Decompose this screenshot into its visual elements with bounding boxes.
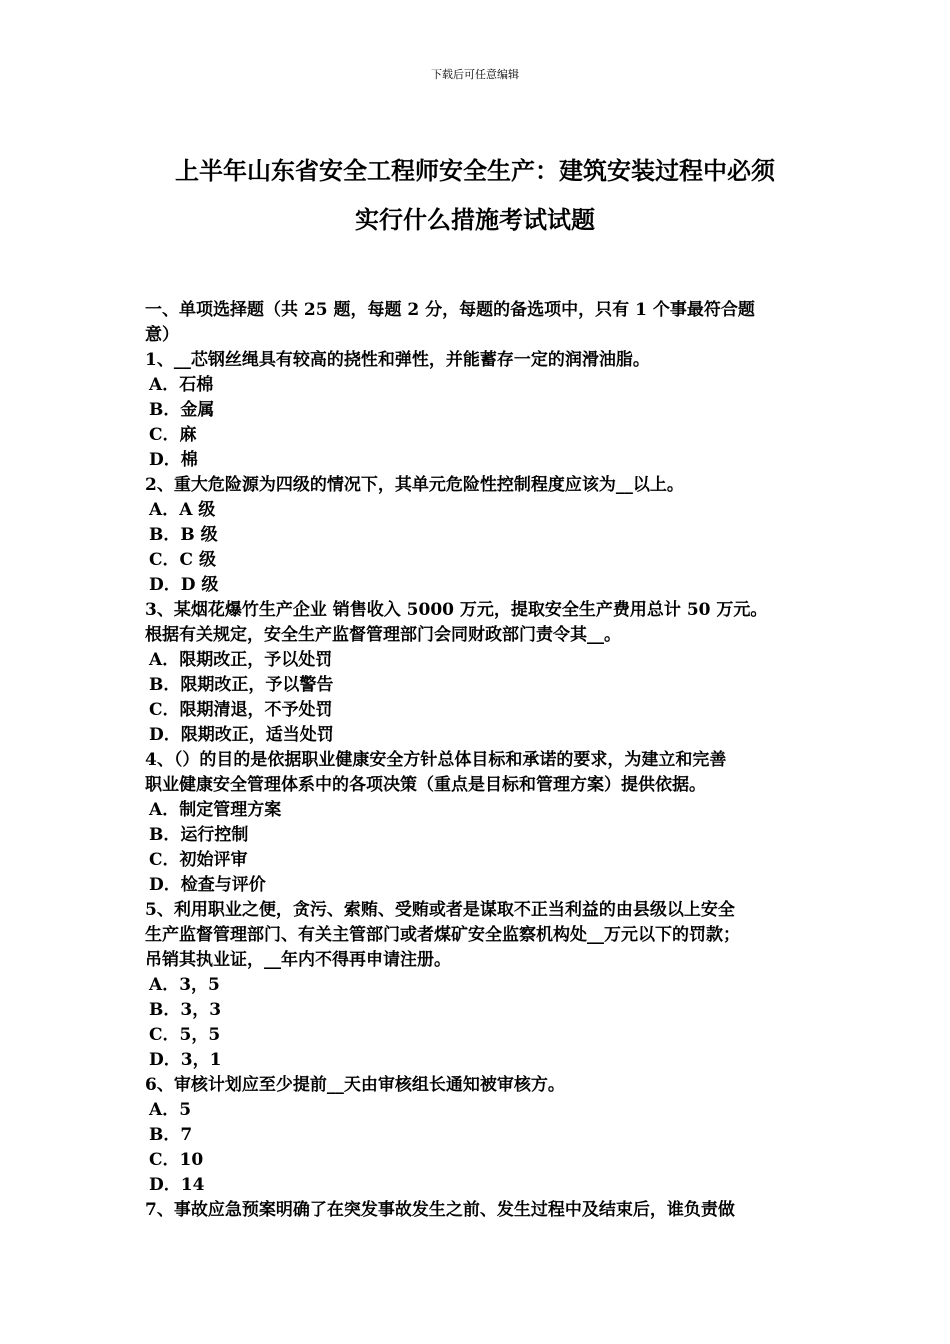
- answer-option: A．3，5: [149, 975, 220, 995]
- answer-option: B．3，3: [149, 1000, 222, 1020]
- answer-option: B．金属: [149, 400, 215, 420]
- answer-option: C．限期清退，不予处罚: [149, 700, 333, 720]
- question-text: 5、利用职业之便，贪污、索贿、受贿或者是谋取不正当利益的由县级以上安全: [145, 900, 735, 920]
- answer-option: C．初始评审: [149, 850, 248, 870]
- question-list: [145, 298, 825, 1223]
- question-text: 职业健康安全管理体系中的各项决策（重点是目标和管理方案）提供依据。: [145, 775, 706, 795]
- question-text: 生产监督管理部门、有关主管部门或者煤矿安全监察机构处__万元以下的罚款；: [145, 925, 740, 945]
- question-text: 4、（）的目的是依据职业健康安全方针总体目标和承诺的要求，为建立和完善: [145, 750, 727, 770]
- answer-option: B．运行控制: [149, 825, 249, 845]
- answer-option: A．A 级: [149, 500, 216, 520]
- document-title-line-2: 实行什么措施考试试题: [355, 205, 595, 234]
- question-text: 1、__芯钢丝绳具有较高的挠性和弹性，并能蓄存一定的润滑油脂。: [145, 350, 650, 370]
- answer-option: D．限期改正，适当处罚: [149, 725, 334, 745]
- answer-option: D．检查与评价: [149, 875, 266, 895]
- answer-option: D．3，1: [149, 1050, 222, 1070]
- question-text: 2、重大危险源为四级的情况下，其单元危险性控制程度应该为__以上。: [145, 475, 684, 495]
- section-heading: 意）: [145, 325, 179, 345]
- answer-option: D．14: [149, 1175, 205, 1195]
- question-text: 根据有关规定，安全生产监督管理部门会同财政部门责令其__。: [145, 625, 621, 645]
- answer-option: C．5，5: [149, 1025, 221, 1045]
- answer-option: D．D 级: [149, 575, 219, 595]
- answer-option: A．石棉: [149, 375, 214, 395]
- answer-option: C．麻: [149, 425, 197, 445]
- document-title-line-1: 上半年山东省安全工程师安全生产：建筑安装过程中必须: [175, 156, 775, 185]
- question-text: 7、事故应急预案明确了在突发事故发生之前、发生过程中及结束后，谁负责做: [145, 1200, 735, 1220]
- question-text: 6、审核计划应至少提前__天由审核组长通知被审核方。: [145, 1075, 565, 1095]
- question-text: 吊销其执业证，__年内不得再申请注册。: [145, 950, 451, 970]
- question-text: 3、某烟花爆竹生产企业 销售收入 5000 万元，提取安全生产费用总计 50 万元。: [145, 600, 768, 620]
- answer-option: A．限期改正，予以处罚: [149, 650, 333, 670]
- answer-option: A．制定管理方案: [149, 800, 282, 820]
- answer-option: B．B 级: [149, 525, 218, 545]
- header-note: 下载后可任意编辑: [431, 68, 519, 81]
- answer-option: C．C 级: [149, 550, 216, 570]
- answer-option: B．7: [149, 1125, 193, 1145]
- answer-option: C．10: [149, 1150, 204, 1170]
- section-heading: 一、单项选择题（共 25 题，每题 2 分，每题的备选项中，只有 1 个事最符合题: [145, 300, 755, 320]
- answer-option: A．5: [149, 1100, 192, 1120]
- answer-option: B．限期改正，予以警告: [149, 675, 334, 695]
- answer-option: D．棉: [149, 450, 198, 470]
